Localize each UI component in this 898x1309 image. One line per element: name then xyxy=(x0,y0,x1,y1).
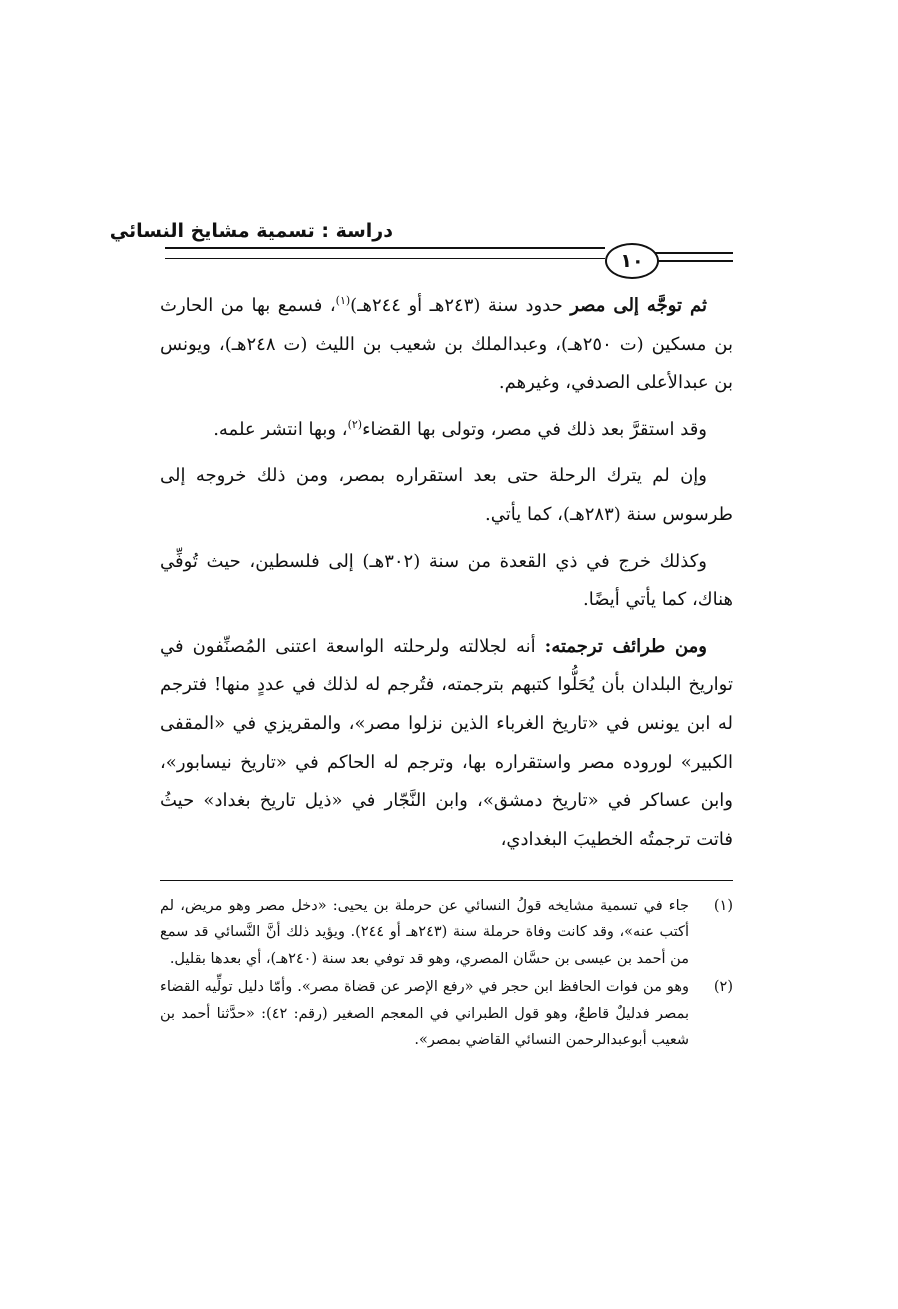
paragraph-2-part-a: وقد استقرَّ بعد ذلك في مصر، وتولى بها القضاء xyxy=(362,418,707,440)
paragraph-1 xyxy=(160,287,733,403)
page-number-badge xyxy=(605,243,659,279)
header-rule-top-right xyxy=(655,252,733,254)
page-number: ١٠ xyxy=(620,250,644,272)
footnotes xyxy=(160,893,733,1055)
footnote-number-2: (٢) xyxy=(713,979,733,996)
header-rule-top xyxy=(165,247,605,249)
paragraph-2-part-b: ، وبها انتشر علمه. xyxy=(213,418,348,440)
paragraph-2 xyxy=(160,411,733,450)
paragraph-1-part-b: ، فسمع بها من الحارث بن مسكين (ت ٢٥٠هـ)، وعبدالملك بن شعيب بن الليث (ت ٢٤٨هـ)، ويونس بن عبدالأعلى الصدفي، وغيرهم. xyxy=(160,295,734,394)
running-head-title: دراسة : تسمية مشايخ النسائي xyxy=(109,220,393,242)
paragraph-3: وإن لم يترك الرحلة حتى بعد استقراره بمصر، ومن ذلك خروجه إلى طرسوس سنة (٢٨٣هـ)، كما يأتي. xyxy=(160,465,733,525)
footnote-text-2: وهو من فوات الحافظ ابن حجر في «رفع الإصر عن قضاة مصر». وأمّا دليل تولِّيه القضاء بمصر فدليلٌ قاطعٌ، وهو قول الطبراني في المعجم الصغير (رقم: ٤٢): «حدَّثنا أحمد بن شعيب أبوعبدالرحمن النسائي القاضي بمصر». xyxy=(160,979,689,1049)
footnote-text-1: جاء في تسمية مشايخه قولُ النسائي عن حرملة بن يحيى: «دخل مصر وهو مريض، لم أكتب عنه»، وقد كانت وفاة حرملة سنة (٢٤٣هـ أو ٢٤٤). ويؤيد ذلك أنَّ النَّسائي قد سمع من أحمد بن عيسى بن حسَّان المصري، وهو قد توفي بعد سنة (٢٤٠هـ)، أي بعدها بقليل. xyxy=(160,898,689,967)
main-text xyxy=(160,287,733,859)
paragraph-5-text: أنه لجلالته ولرحلته الواسعة اعتنى المُصنِّفون في تواريخ البلدان بأن يُحَلُّوا كتبهم بترجمته، فتُرجم له لذلك في عددٍ منها! فترجم له ابن يونس في «تاريخ الغرباء الذين نزلوا مصر»، والمقريزي في «المقفى الكبير» لوروده مصر واستقراره بها، وترجم له الحاكم في «تاريخ نيسابور»، وابن عساكر في «تاريخ دمشق»، وابن النَّجّار في «ذيل تاريخ بغداد» حيثُ فاتت ترجمتُه الخطيبَ البغدادي، xyxy=(160,635,733,850)
footnote-number-1: (١) xyxy=(713,898,733,914)
bold-lead-5: ومن طرائف ترجمته: xyxy=(544,635,707,657)
footnote-1 xyxy=(160,893,733,972)
footnote-2 xyxy=(160,974,733,1053)
footnote-separator xyxy=(160,880,733,881)
header-rule-bottom xyxy=(165,258,605,259)
bold-lead-1: ثم توجَّه إلى مصر xyxy=(570,295,708,316)
footnote-ref-1: (١) xyxy=(335,294,351,307)
header-rule-bottom-right xyxy=(655,260,733,262)
paragraph-1-part-a: حدود سنة (٢٤٣هـ أو ٢٤٤هـ) xyxy=(350,295,571,316)
paragraph-5 xyxy=(160,628,733,860)
footnote-ref-2: (٢) xyxy=(347,417,363,431)
paragraph-4: وكذلك خرج في ذي القعدة من سنة (٣٠٢هـ) إلى فلسطين، حيث تُوفِّي هناك، كما يأتي أيضًا. xyxy=(160,550,733,611)
